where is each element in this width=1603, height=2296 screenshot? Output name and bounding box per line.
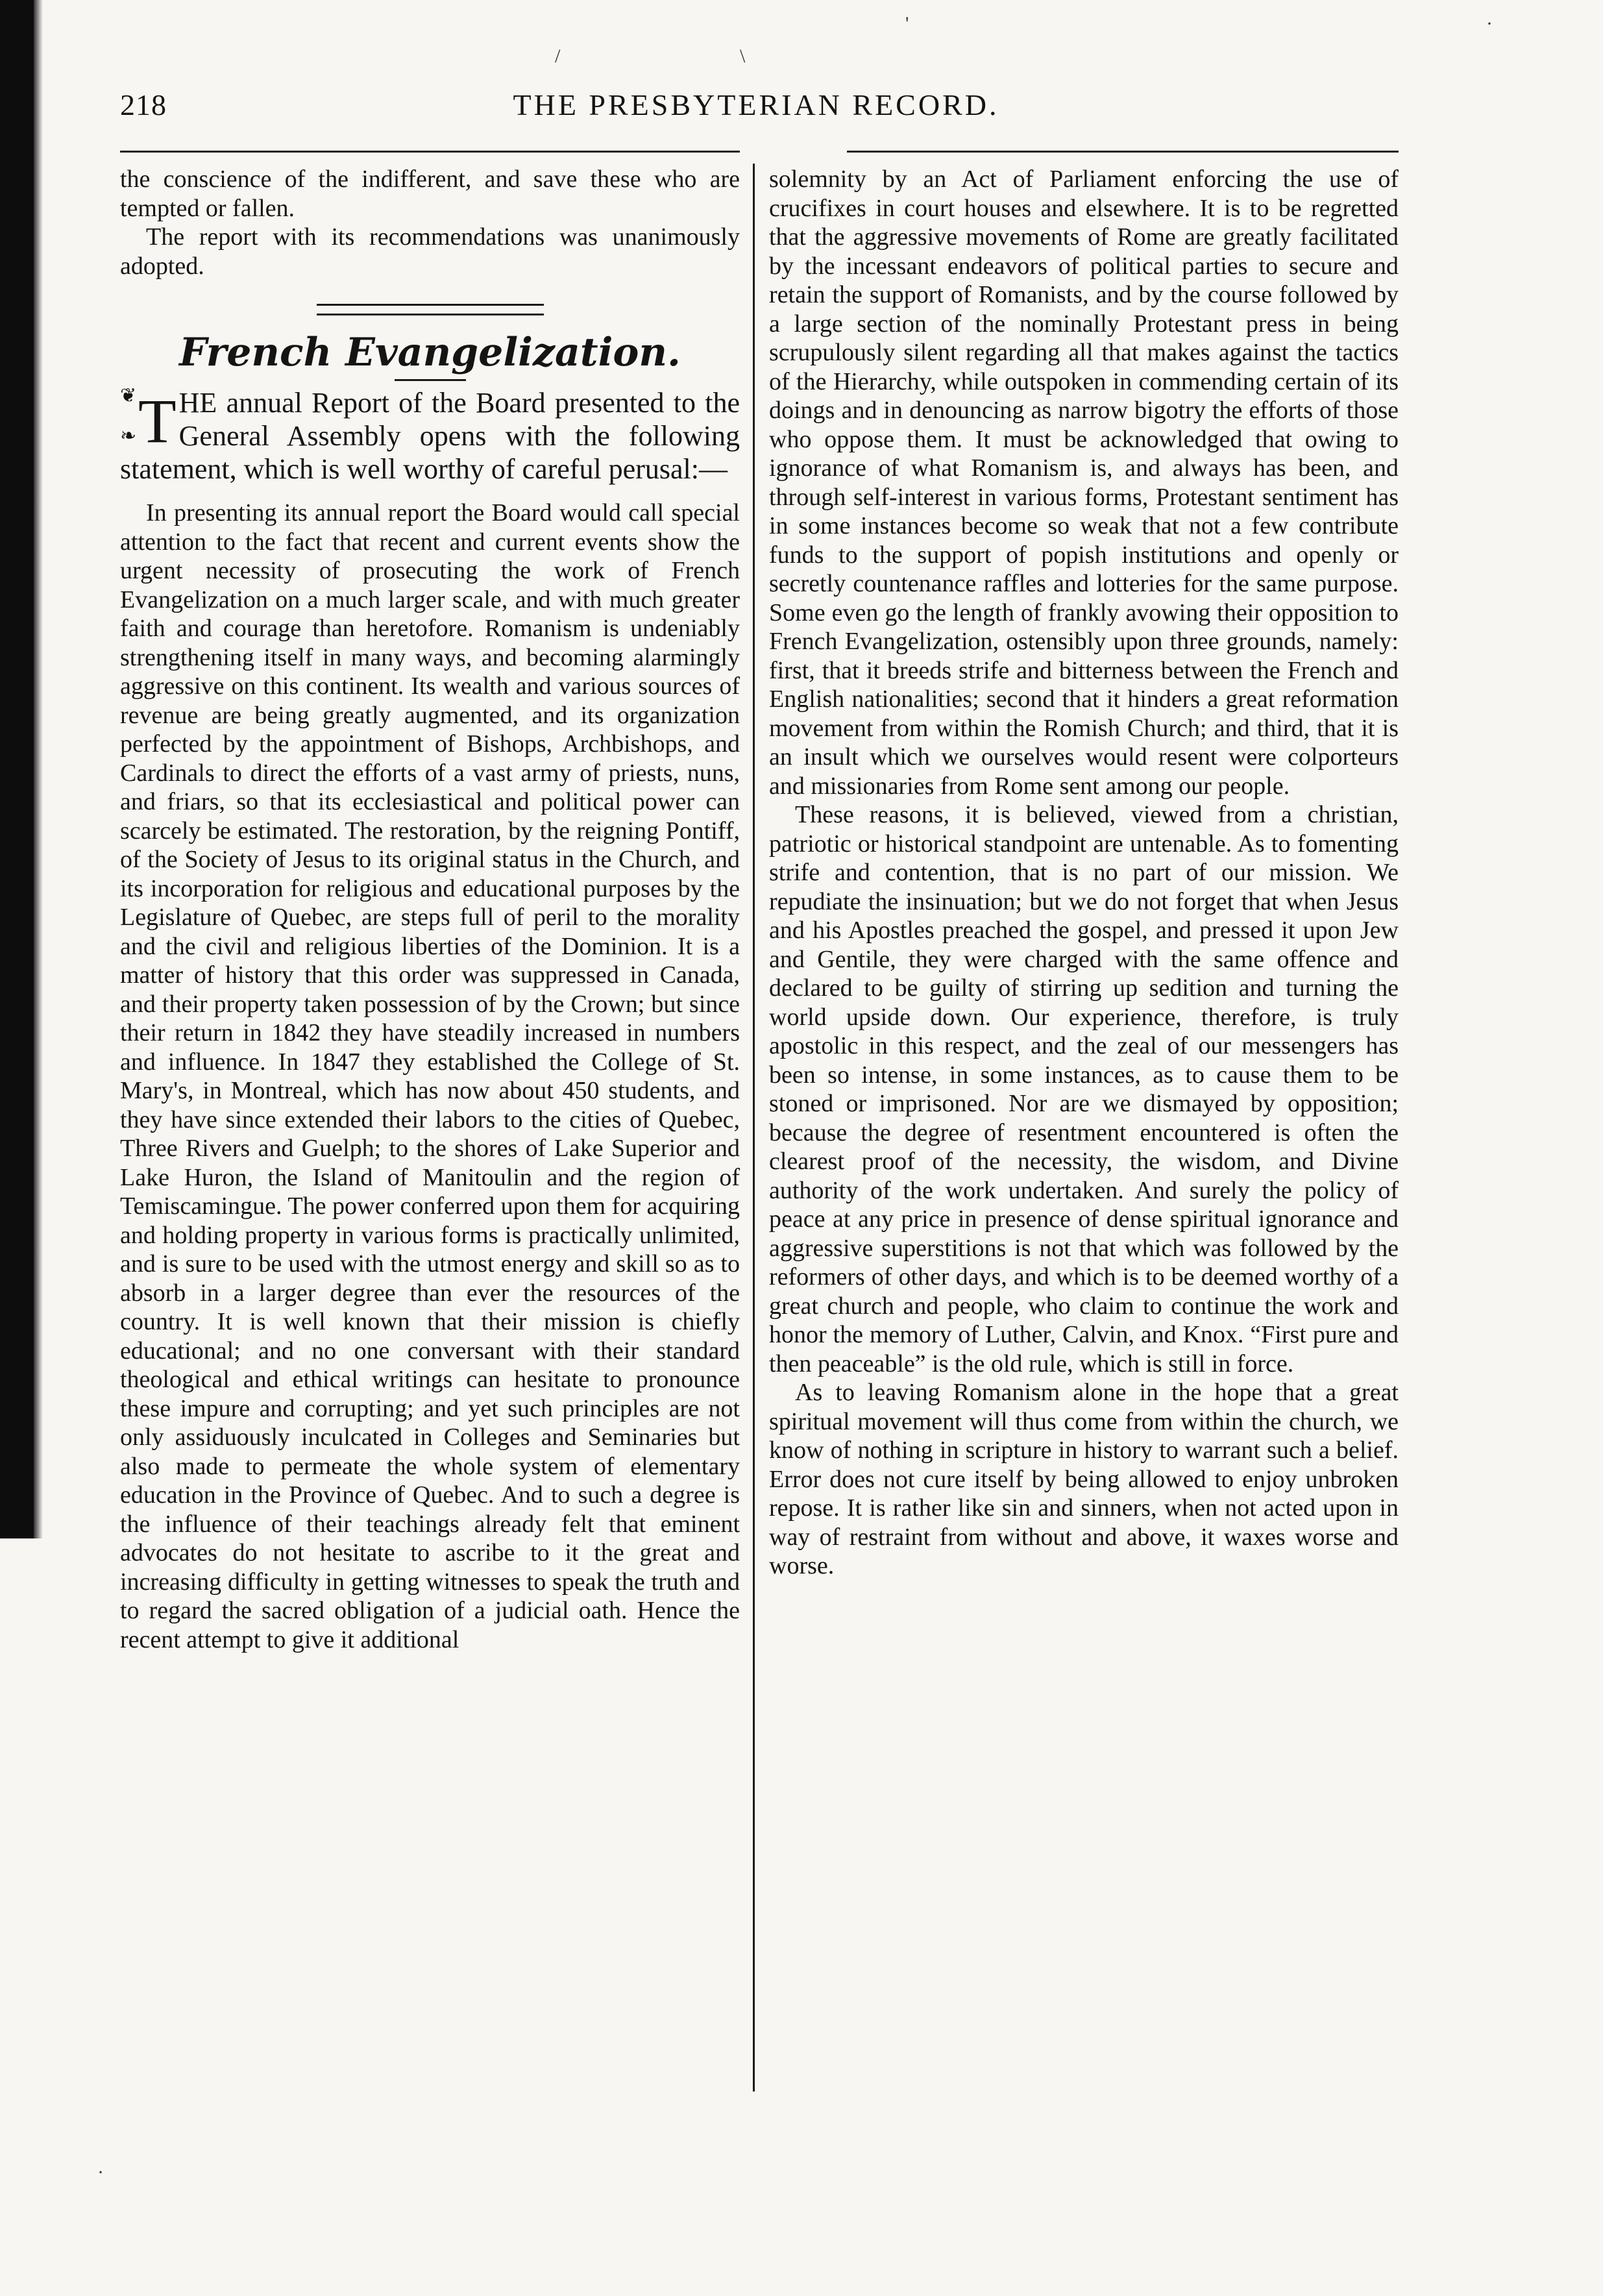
header-rule-left	[120, 151, 740, 153]
report-body: In presenting its annual report the Board would call special attention to the fact that recent and current events show the urgent necessity of prosecuting the work of French Evangelization on a much larger scale, and with much greater faith and courage than heretofore. Romanism is undeniably strengthening itself in many ways, and becoming alarmingly aggressive on this continent. Its wealth and various sources of revenue are being greatly augmented, and its organization perfected by the appointment of Bishops, Archbishops, and Cardinals to direct the efforts of a vast army of priests, nuns, and friars, so that its ecclesiastical and political power can scarcely be estimated. The restoration, by the reigning Pontiff, of the Society of Jesus to its original status in the Church, and its incorporation for religious and educational purposes by the Legislature of Quebec, are steps full of peril to the morality and the civil and religious liberties of the Dominion. It is a matter of history that this order was suppressed in Canada, and their property taken possession of by the Crown; but since their return in 1842 they have steadily increased in numbers and influence. In 1847 they established the College of St. Mary's, in Montreal, which has now about 450 students, and they have since extended their labors to the cities of Quebec, Three Rivers and Guelph; to the shores of Lake Superior and Lake Huron, the Island of Manitoulin and the region of Temiscamingue. The power conferred upon them for acquiring and holding property in various forms is practically unlimited, and is sure to be used with the utmost energy and skill so as to absorb in a larger degree than ever the resources of the country. It is well known that their mission is chiefly educational; and no one conversant with their standard theological and ethical writings can hesitate to pronounce these impure and corrupting; and yet such principles are not only assiduously inculcated in Colleges and Seminaries but also made to permeate the whole system of elementary education in the Province of Quebec. And to such a degree is the influence of their teachings already felt that eminent advocates do not hesitate to ascribe to it the great and increasing difficulty in getting witnesses to speak the truth and to regard the sacred obligation of a judicial oath. Hence the recent attempt to give it additional	[120, 499, 740, 1653]
binding-shadow	[34, 0, 43, 1538]
running-title: THE PRESBYTERIAN RECORD.	[513, 88, 999, 121]
section-divider	[317, 304, 544, 315]
right-column	[769, 165, 1399, 1581]
lead-paragraph	[120, 386, 740, 486]
drop-cap: T	[138, 386, 177, 456]
scan-mark-icon: /	[555, 45, 561, 67]
column-divider	[753, 164, 755, 2092]
title-underline	[395, 379, 466, 381]
lead-text: HE annual Report of the Board presented to the General Assembly opens with the following statement, which is well worthy of careful perusal:—	[120, 387, 740, 485]
page-header	[120, 88, 1392, 133]
scan-mark-icon: '	[905, 13, 909, 34]
section-title: French Evangelization.	[179, 330, 681, 375]
scan-mark-icon: \	[740, 45, 746, 67]
left-column	[120, 165, 740, 1654]
continuation-text: the conscience of the indifferent, and save these who are tempted or fallen.	[120, 166, 740, 222]
right-paragraph-3: As to leaving Romanism alone in the hope that a great spiritual movement will thus come from within the church, we know of nothing in scripture in history to warrant such a belief. Error does not cure itself by being allowed to enjoy unbroken repose. It is rather like sin and sinners, when not acted upon in way of restraint from without and above, it waxes worse and worse.	[769, 1379, 1399, 1579]
page-number: 218	[120, 88, 167, 121]
ornament-top-icon: ❦	[120, 385, 137, 406]
right-paragraph-1: solemnity by an Act of Parliament enforcing the use of crucifixes in court houses and elsewhere. It is to be regretted that the aggressive movements of Rome are greatly facilitated by the incessant endeavors of political parties to secure and retain the support of Romanists, and by the course followed by a large section of the nominally Protestant press in being scrupulously silent regarding all that makes against the tactics of the Hierarchy, while outspoken in commending certain of its doings and in denouncing as narrow bigotry the efforts of those who oppose them. It must be acknowledged that owing to ignorance of what Romanism is, and always has been, and through self-interest in various forms, Protestant sentiment has in some instances become so weak that not a few contribute funds to the support of popish institutions and openly or secretly countenance raffles and lotteries for the same purpose. Some even go the length of frankly avowing their opposition to French Evangelization, ostensibly upon three grounds, namely: first, that it breeds strife and bitterness between the French and English nationalities; second that it hinders a great reformation movement from within the Romish Church; and third, that it is an insult which we ourselves would resent were colporteurs and missionaries from Rome sent among our people.	[769, 166, 1399, 800]
ornament-bottom-icon: ❧	[120, 425, 137, 447]
binding-edge	[0, 0, 34, 1538]
scan-mark-icon: ·	[97, 2162, 104, 2183]
report-adopted-text: The report with its recommendations was unanimously adopted.	[120, 223, 740, 280]
right-paragraph-2: These reasons, it is believed, viewed from a christian, patriotic or historical standpoint are untenable. As to fomenting strife and contention, that is no part of our mission. We repudiate the insinuation; but we do not forget that when Jesus and his Apostles preached the gospel, and pressed it upon Jew and Gentile, they were charged with the same offence and declared to be guilty of stirring up sedition and turning the world upside down. Our experience, therefore, is truly apostolic in this respect, and the zeal of our messengers has been so intense, in some instances, as to cause them to be stoned or imprisoned. Nor are we dismayed by opposition; because the degree of resentment encountered is often the clearest proof of the necessity, the wisdom, and Divine authority of the work undertaken. And surely the policy of peace at any price in presence of dense spiritual ignorance and aggressive superstitions is not that which was followed by the reformers of other days, and which is to be deemed worthy of a great church and people, who claim to continue the work and honor the memory of Luther, Calvin, and Knox. “First pure and then peaceable” is the old rule, which is still in force.	[769, 801, 1399, 1377]
header-rule-right	[847, 151, 1399, 153]
scan-mark-icon: ·	[1486, 13, 1493, 34]
